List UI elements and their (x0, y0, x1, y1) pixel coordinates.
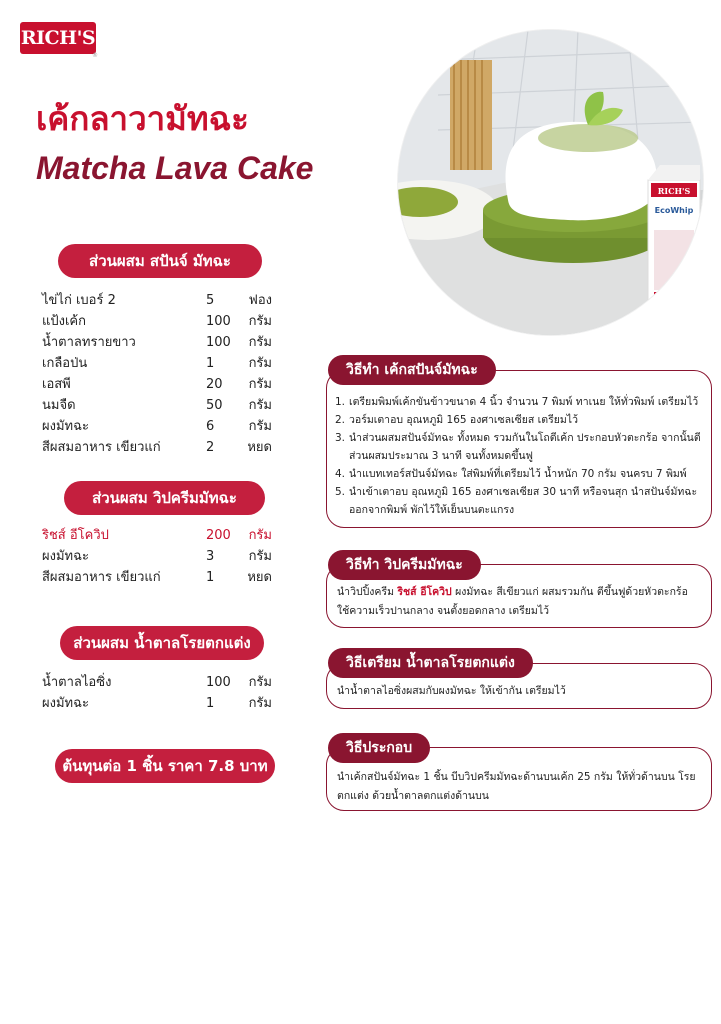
richs-logo: RICH'S (20, 22, 96, 54)
step-text: นำส่วนผสมสปันจ์มัทฉะ ทั้งหมด รวมกันในโถตีเค้ก ประกอบหัวตะกร้อ จากนั้นตี ส่วนผสมประมาณ 3 นาที จนทั้งหมดขึ้นฟู (349, 432, 701, 462)
title-english: Matcha Lava Cake (36, 150, 314, 186)
ingredient-unit: กรัม (248, 356, 272, 371)
method-sugar-heading: วิธีเตรียม น้ำตาลโรยตกแต่ง (328, 648, 533, 678)
carton-brand: RICH'S (657, 186, 691, 196)
ingredient-row (42, 395, 272, 416)
ingredient-qty: 1 (206, 570, 215, 585)
step-number: 3. (335, 432, 346, 444)
ingredient-row (42, 437, 272, 458)
ingredient-name: สีผสมอาหาร เขียวแก่ (42, 440, 161, 455)
method-step (335, 465, 703, 483)
step-number: 5. (335, 486, 346, 498)
cream-text-part: นำวิปปิ้งครีม (337, 586, 398, 598)
cream-text-brand: ริชส์ อีโควิป (397, 586, 452, 598)
ingredient-name: แป้งเค้ก (42, 314, 86, 329)
ingredient-qty: 1 (206, 356, 215, 371)
ingredient-name: ผงมัทฉะ (42, 419, 89, 434)
sponge-ingredients-list (42, 290, 272, 458)
ingredient-name: เกลือป่น (42, 356, 88, 371)
ingredient-unit: กรัม (248, 419, 272, 434)
ingredient-row (42, 332, 272, 353)
sponge-ingredients-heading: ส่วนผสม สปันจ์ มัทฉะ (58, 244, 262, 278)
method-step (335, 393, 703, 411)
ingredient-row (42, 374, 272, 395)
method-cream-heading: วิธีทำ วิปครีมมัทฉะ (328, 550, 481, 580)
ingredient-unit: กรัม (248, 696, 272, 711)
ingredient-row (42, 672, 272, 693)
method-sponge-heading: วิธีทำ เค้กสปันจ์มัทฉะ (328, 355, 496, 385)
cream-ingredients-heading: ส่วนผสม วิปครีมมัทฉะ (64, 481, 265, 515)
ingredient-row (42, 546, 272, 567)
ingredient-name: น้ำตาลทรายขาว (42, 335, 136, 350)
method-sugar-text: นำน้ำตาลไอซิ่งผสมกับผงมัทฉะ ให้เข้ากัน เตรียมไว้ (337, 685, 566, 697)
ingredient-row (42, 693, 272, 714)
step-text: นำแบทเทอร์สปันจ์มัทฉะ ใส่พิมพ์ที่เตรียมไว้ น้ำหนัก 70 กรัม จนครบ 7 พิมพ์ (349, 468, 687, 480)
step-text: นำเข้าเตาอบ อุณหภูมิ 165 องศาเซลเซียส 30 นาที หรือจนสุก นำสปันจ์มัทฉะ ออกจากพิมพ์ พักไว้ให้เย็นบนตะแกรง (349, 486, 698, 516)
method-step (335, 429, 703, 465)
carton-product: EcoWhip (654, 206, 694, 215)
method-assemble-heading: วิธีประกอบ (328, 733, 430, 763)
ingredient-qty: 100 (206, 675, 231, 690)
method-sponge-box (326, 370, 712, 528)
cost-per-piece: ต้นทุนต่อ 1 ชิ้น ราคา 7.8 บาท (55, 749, 275, 783)
ingredient-unit: กรัม (248, 314, 272, 329)
step-number: 2. (335, 414, 346, 426)
ingredient-qty: 5 (206, 293, 215, 308)
ingredient-unit: หยด (247, 440, 272, 455)
ingredient-qty: 20 (206, 377, 223, 392)
step-number: 1. (335, 396, 346, 408)
ingredient-name: น้ำตาลไอซิ่ง (42, 675, 112, 690)
cream-text-part: ผงมัทฉะ สีเขียวแก่ ผสมรวมกัน ตีขึ้นฟูด้วยหัวตะกร้อ ใช้ความเร็วปานกลาง จนตั้งยอดกลาง เตรียมไว้ (337, 586, 688, 617)
ingredient-qty: 2 (206, 440, 215, 455)
ingredient-row (42, 311, 272, 332)
sugar-ingredients-heading: ส่วนผสม น้ำตาลโรยตกแต่ง (60, 626, 264, 660)
ingredient-row (42, 416, 272, 437)
ingredient-row (42, 567, 272, 588)
ingredient-qty: 100 (206, 314, 231, 329)
cake-photo (398, 30, 703, 335)
ingredient-unit: กรัม (248, 398, 272, 413)
ingredient-name: เอสพี (42, 377, 71, 392)
step-text: วอร์มเตาอบ อุณหภูมิ 165 องศาเซลเซียส เตรียมไว้ (349, 414, 578, 426)
registered-mark: ® (92, 52, 98, 59)
cake-illustration (398, 30, 703, 335)
cream-ingredients-list (42, 525, 272, 588)
ingredient-unit: หยด (247, 570, 272, 585)
ingredient-unit: กรัม (248, 528, 272, 543)
ingredient-name: ริชส์ อีโควิป (42, 528, 109, 543)
method-step (335, 483, 703, 519)
ingredient-qty: 1 (206, 696, 215, 711)
ingredient-name: นมจืด (42, 398, 76, 413)
method-assemble-text: นำเค้กสปันจ์มัทฉะ 1 ชิ้น บีบวิปครีมมัทฉะด้านบนเค้ก 25 กรัม ให้ทั่วด้านบน โรยตกแต่ง ด้วยน้ำตาลตกแต่งด้านบน (337, 771, 696, 802)
ingredient-name: ผงมัทฉะ (42, 696, 89, 711)
ingredient-unit: กรัม (248, 675, 272, 690)
step-text: เตรียมพิมพ์เค้กขันข้าวขนาด 4 นิ้ว จำนวน 7 พิมพ์ ทาเนย ให้ทั่วพิมพ์ เตรียมไว้ (349, 396, 699, 408)
step-number: 4. (335, 468, 346, 480)
ingredient-row (42, 353, 272, 374)
ingredient-qty: 3 (206, 549, 215, 564)
ingredient-qty: 200 (206, 528, 231, 543)
ingredient-qty: 6 (206, 419, 215, 434)
ingredient-name: ไข่ไก่ เบอร์ 2 (42, 293, 116, 308)
ingredient-unit: กรัม (248, 549, 272, 564)
sugar-ingredients-list (42, 672, 272, 714)
ingredient-unit: กรัม (248, 377, 272, 392)
ingredient-qty: 50 (206, 398, 223, 413)
method-step (335, 411, 703, 429)
ingredient-name: ผงมัทฉะ (42, 549, 89, 564)
title-thai: เค้กลาวามัทฉะ (36, 99, 249, 138)
ingredient-row-brand (42, 525, 272, 546)
ingredient-name: สีผสมอาหาร เขียวแก่ (42, 570, 161, 585)
ingredient-unit: กรัม (248, 335, 272, 350)
ingredient-row (42, 290, 272, 311)
ingredient-qty: 100 (206, 335, 231, 350)
ingredient-unit: ฟอง (248, 293, 272, 308)
